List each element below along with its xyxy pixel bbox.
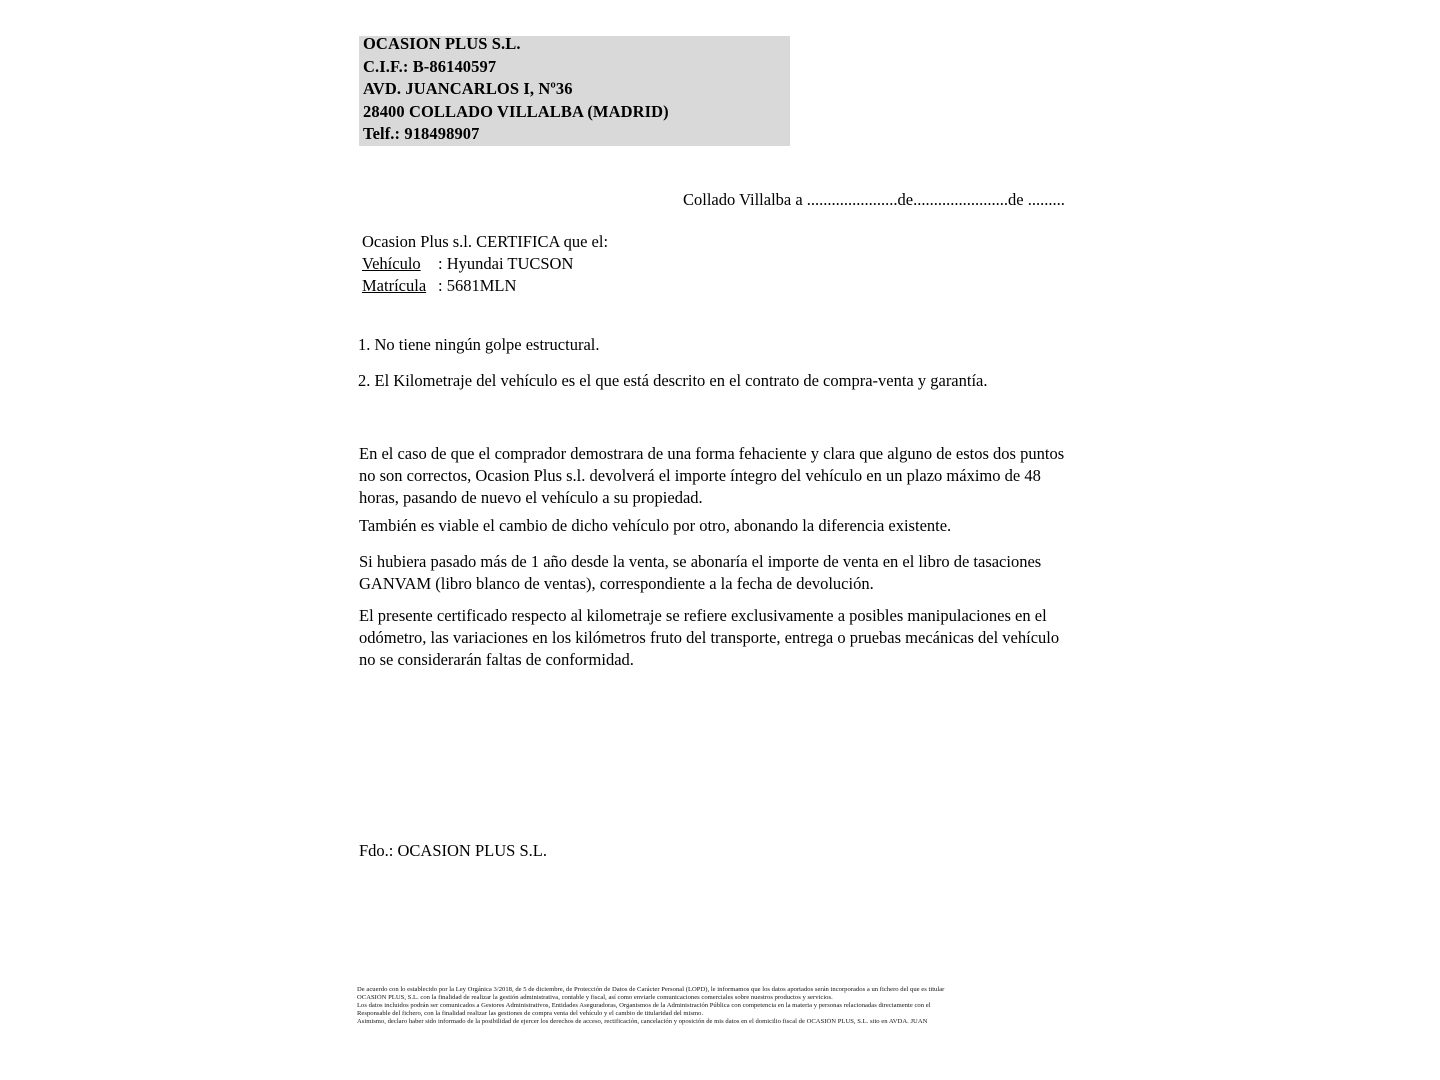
company-name: OCASION PLUS S.L.	[363, 36, 521, 53]
legal-line-1: De acuerdo con lo establecido por la Ley Orgánica 3/2018, de 5 de diciembre, de Protección de Datos de Carácter Personal (LOPD), le informamos que los datos aportados serán incorporados a un fichero del que es titular	[357, 986, 945, 993]
company-city: 28400 COLLADO VILLALBA (MADRID)	[363, 101, 669, 121]
plate-label: Matrícula	[362, 276, 427, 296]
body-paragraph-exchange: También es viable el cambio de dicho vehículo por otro, abonando la diferencia existente.	[359, 516, 952, 535]
company-cif: C.I.F.: B-86140597	[363, 56, 497, 76]
plate-row	[362, 275, 608, 297]
company-street: AVD. JUANCARLOS I, Nº36	[363, 79, 573, 99]
vehicle-row	[362, 253, 608, 275]
legal-line-3: Los datos incluidos podrán ser comunicados a Gestores Administrativos, Entidades Aseguradoras, Organismos de la Administración Pública con competencia en la materia y personas relacionadas directamente con el	[357, 1002, 931, 1010]
certification-point-1: 1. No tiene ningún golpe estructural.	[358, 335, 600, 354]
certification-block	[362, 231, 608, 298]
company-phone: Telf.: 918498907	[363, 124, 480, 144]
legal-line-5: Asimismo, declaro haber sido informado de la posibilidad de ejercer los derechos de acceso, rectificación, cancelación y oposición de mis datos en el domicilio fiscal de OCASIÓN PLUS, S.L. sito en AVDA. JUAN	[357, 1018, 928, 1026]
plate-value: : 5681MLN	[438, 276, 517, 296]
legal-fineprint	[357, 986, 1075, 1025]
legal-line-4: Responsable del fichero, con la finalidad realizar las gestiones de compra venta del vehículo y el cambio de titularidad del mismo.	[357, 1010, 704, 1018]
certification-point-2: 2. El Kilometraje del vehículo es el que está descrito en el contrato de compra-venta y garantía.	[358, 371, 988, 390]
dateline: Collado Villalba a ......................de.......................de .........	[683, 190, 1065, 209]
company-letterhead	[359, 36, 790, 146]
vehicle-value: : Hyundai TUCSON	[438, 254, 574, 274]
body-paragraph-ganvam: Si hubiera pasado más de 1 año desde la venta, se abonaría el importe de venta en el libro de tasaciones GANVAM (libro blanco de ventas), correspondiente a la fecha de devolución.	[359, 552, 1042, 594]
vehicle-label: Vehículo	[362, 254, 421, 274]
body-paragraph-odometer: El presente certificado respecto al kilometraje se refiere exclusivamente a posibles manipulaciones en el odómetro, las variaciones en los kilómetros fruto del transporte, entrega o pruebas mecánicas del vehículo no se considerarán faltas de conformidad.	[359, 606, 1060, 670]
certification-intro: Ocasion Plus s.l. CERTIFICA que el:	[362, 232, 609, 251]
legal-line-2: OCASIÓN PLUS, S.L. con la finalidad de realizar la gestión administrativa, contable y fiscal, así como enviarle comunicaciones comerciales sobre nuestros productos y servicios.	[357, 994, 833, 1002]
signature-line: Fdo.: OCASION PLUS S.L.	[359, 841, 547, 860]
body-paragraph-refund: En el caso de que el comprador demostrara de una forma fehaciente y clara que alguno de estos dos puntos no son correctos, Ocasion Plus s.l. devolverá el importe íntegro del vehículo en un plazo máximo de 48 horas, pasando de nuevo el vehículo a su propiedad.	[359, 444, 1065, 508]
